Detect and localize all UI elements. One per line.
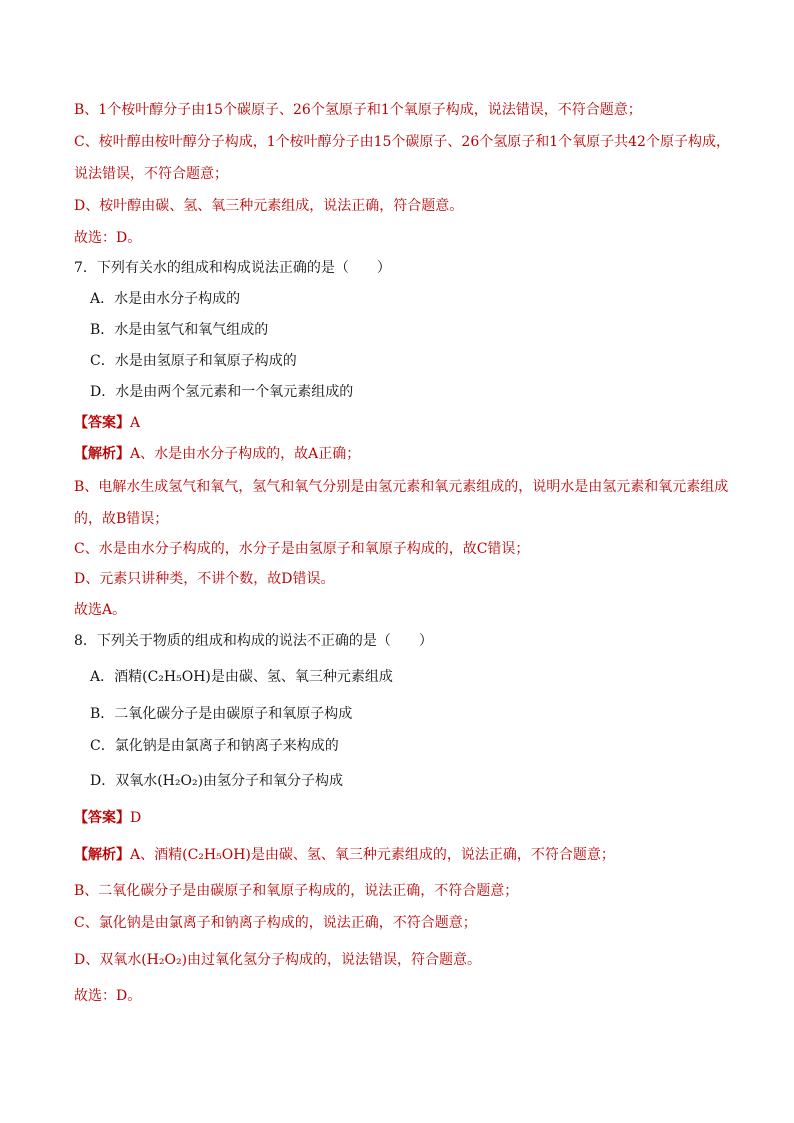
question-7-analysis-b-1: B、电解水生成氢气和氧气，氢气和氧气分别是由氢元素和氧元素组成的，说明水是由氢元素和氧元素组成 (74, 479, 729, 495)
analysis-line-c-1: C、桉叶醇由桉叶醇分子构成，1个桉叶醇分子由15个碳原子、26个氢原子和1个氧原子共42个原子构成， (74, 134, 730, 150)
question-8-option-b: B．二氧化碳分子是由碳原子和氧原子构成 (90, 706, 353, 722)
analysis-line-d: D、桉叶醇由碳、氢、氧三种元素组成，说法正确，符合题意。 (74, 198, 464, 214)
question-8-answer (74, 808, 141, 828)
question-7-selection: 故选A。 (74, 602, 127, 618)
analysis-text: A、酒精(C₂H₅OH)是由碳、氢、氧三种元素组成的，说法正确，不符合题意； (130, 847, 615, 863)
question-7-option-d: D．水是由两个氢元素和一个氧元素组成的 (90, 384, 354, 400)
question-7-answer (74, 413, 140, 433)
analysis-tag: 【解析】 (74, 446, 130, 462)
question-8-stem: 8．下列关于物质的组成和构成的说法不正确的是（ ） (74, 633, 433, 649)
analysis-line-c-2: 说法错误，不符合题意； (74, 166, 228, 182)
analysis-tag: 【解析】 (74, 847, 130, 863)
answer-value: D (130, 810, 142, 826)
question-7-analysis-d: D、元素只讲种类，不讲个数，故D错误。 (74, 571, 335, 587)
question-8-selection: 故选：D。 (74, 988, 142, 1004)
question-7-analysis-c: C、水是由水分子构成的，水分子是由氢原子和氧原子构成的，故C错误； (74, 541, 530, 557)
analysis-text: A、水是由水分子构成的，故A正确； (130, 446, 361, 462)
question-8-analysis-a (74, 845, 615, 865)
question-7-option-b: B．水是由氢气和氧气组成的 (90, 322, 269, 338)
answer-value: A (130, 415, 141, 431)
question-7-option-a: A．水是由水分子构成的 (90, 291, 241, 307)
question-8-option-d: D．双氧水(H₂O₂)由氢分子和氧分子构成 (90, 773, 344, 789)
selection-line: 故选：D。 (74, 230, 142, 246)
question-8-analysis-b: B、二氧化碳分子是由碳原子和氧原子构成的，说法正确，不符合题意； (74, 883, 519, 899)
question-7-analysis-a (74, 444, 360, 464)
question-7-option-c: C．水是由氢原子和氧原子构成的 (90, 353, 297, 369)
question-7-analysis-b-2: 的，故B错误； (74, 511, 169, 527)
answer-tag: 【答案】 (74, 810, 130, 826)
question-8-option-c: C．氯化钠是由氯离子和钠离子来构成的 (90, 738, 339, 754)
answer-tag: 【答案】 (74, 415, 130, 431)
question-8-option-a: A．酒精(C₂H₅OH)是由碳、氢、氧三种元素组成 (90, 669, 393, 685)
question-8-analysis-d: D、双氧水(H₂O₂)由过氧化氢分子构成的，说法错误，符合题意。 (74, 952, 482, 968)
analysis-line-b: B、1个桉叶醇分子由15个碳原子、26个氢原子和1个氧原子构成，说法错误，不符合题意； (74, 102, 642, 118)
question-7-stem: 7．下列有关水的组成和构成说法正确的是（ ） (74, 260, 391, 276)
question-8-analysis-c: C、氯化钠是由氯离子和钠离子构成的，说法正确，不符合题意； (74, 915, 477, 931)
